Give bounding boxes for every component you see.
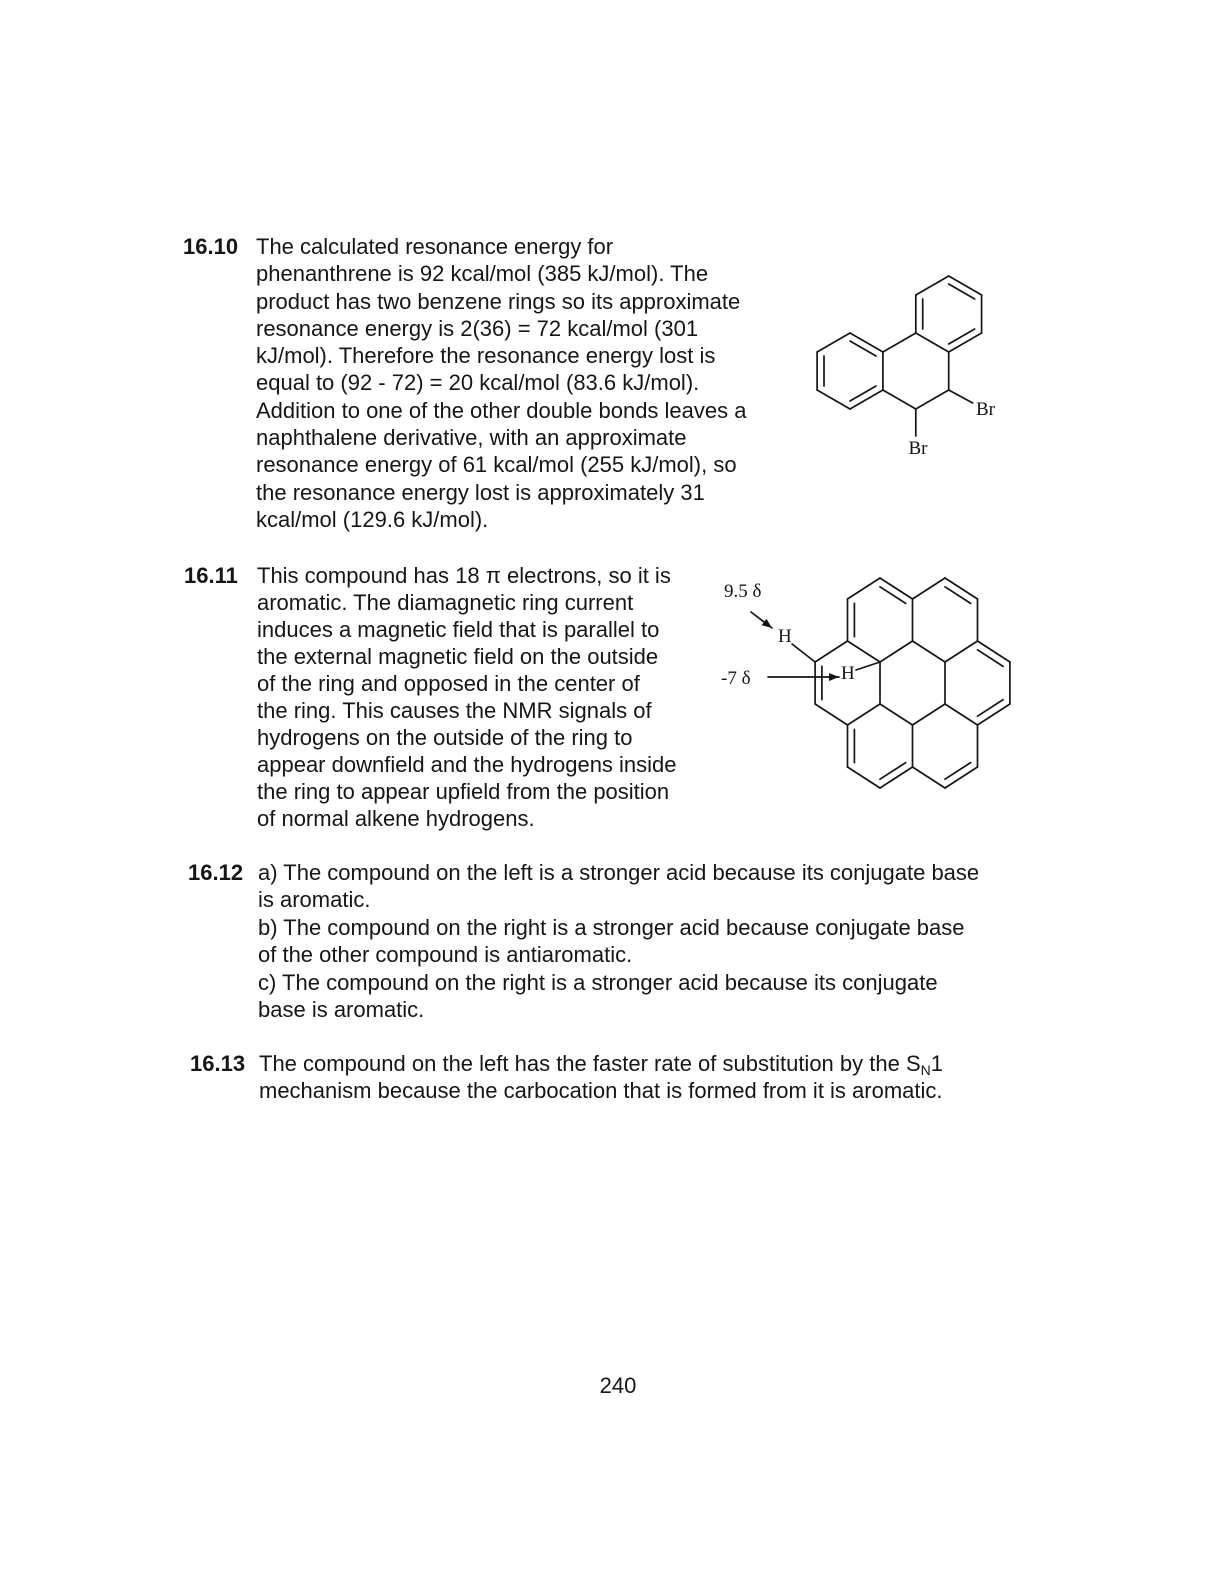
bond-line [817,390,850,409]
text-line: the ring. This causes the NMR signals of [257,697,652,723]
inner-bond-line [880,641,913,662]
text-line: product has two benzene rings so its approximate [256,288,741,314]
double-bond-line [880,587,906,604]
arrowhead [829,673,839,681]
text-line: hydrogens on the outside of the ring to [257,725,633,751]
bromine-label: Br [908,438,928,459]
text-line: equal to (92 - 72) = 20 kcal/mol (83.6 kJ/mol). [256,370,700,396]
inner-bond-line [913,641,946,662]
hydrogen-bond-line [856,662,880,670]
text-line: induces a magnetic field that is parallel to [257,616,660,642]
double-bond-line [978,700,1004,717]
chemical-shift-outer-label: 9.5 δ [724,581,762,602]
double-bond-line [945,587,971,604]
text-line: a) The compound on the left is a stronger acid because its conjugate base [258,859,980,885]
text-line: b) The compound on the right is a stronger acid because conjugate base [258,914,965,940]
problem-text [259,1050,943,1104]
text-line: the ring to appear upfield from the position [257,779,670,805]
double-bond-line [880,763,906,780]
bond-line [916,333,949,352]
text-line: base is aromatic. [258,997,425,1023]
double-bond-line [949,284,975,299]
problem-number: 16.13 [190,1050,246,1076]
double-bond-line [949,329,975,344]
text-line: appear downfield and the hydrogens inside [257,752,677,778]
text-line: of the other compound is antiaromatic. [258,942,633,968]
ring-bond-line [848,578,881,599]
inner-bond-line [945,704,978,725]
text-segment: 1 [930,1050,943,1076]
text-line: is aromatic. [258,887,371,913]
text-line: c) The compound on the right is a stronger acid because its conjugate [258,969,938,995]
double-bond-line [850,341,876,356]
page-number: 240 [599,1373,637,1398]
dibromodihydrophenanthrene-structure [800,260,1020,465]
hydrogen-bond-line [792,644,815,662]
inner-bond-line [880,704,913,725]
text-line: phenanthrene is 92 kcal/mol (385 kJ/mol). The [256,261,709,287]
problem-number: 16.12 [188,859,244,885]
text-line: of normal alkene hydrogens. [257,806,535,832]
ring-bond-line [880,767,913,788]
text-line: Addition to one of the other double bonds leaves a [256,397,747,423]
inner-bond-line [848,704,881,725]
inner-bond-line [848,641,881,662]
problem-text [256,233,746,533]
text-line: kJ/mol). Therefore the resonance energy lost is [256,343,716,369]
bond-line [817,333,850,352]
problem-number: 16.11 [184,562,238,588]
text-line: naphthalene derivative, with an approximate [256,425,687,451]
problem-number: 16.10 [183,234,239,259]
ring-bond-line [815,704,847,725]
text-line [259,1050,943,1077]
subscript-n: N [920,1061,931,1078]
inner-bond-line [945,641,978,662]
ring-bond-line [880,578,913,599]
bond-line [850,390,883,409]
ring-bond-line [848,767,881,788]
inner-bond-line [913,704,946,725]
bond-layer [751,578,1010,788]
ring-bond-line [945,767,978,788]
bond-line [883,333,916,352]
problem-text [258,859,979,1025]
text-line: This compound has 18 π electrons, so it is [257,562,671,588]
bond-line [916,276,949,295]
arrowhead [762,619,772,628]
text-line: the resonance energy lost is approximately 31 [256,479,705,505]
ring-bond-line [815,641,847,662]
ring-bond-line [913,578,946,599]
chemical-shift-inner-label: -7 δ [721,668,751,689]
ring-bond-line [978,641,1010,662]
bond-line [949,276,982,295]
double-bond-line [978,650,1004,667]
text-line: The calculated resonance energy for [256,234,614,259]
inner-hydrogen-label: H [841,663,855,684]
problem-text [257,562,677,833]
double-bond-line [945,763,971,780]
text-line: mechanism because the carbocation that is formed from it is aromatic. [259,1077,943,1103]
ring-bond-line [945,578,978,599]
ring-bond-line [978,704,1010,725]
bromine-label: Br [976,399,995,420]
bond-layer [817,276,982,436]
text-line: aromatic. The diamagnetic ring current [257,589,634,615]
text-segment: The compound on the left has the faster rate of substitution by the S [259,1050,921,1076]
text-line: resonance energy is 2(36) = 72 kcal/mol (301 [256,315,699,341]
substituent-bond [949,390,973,403]
bond-line [949,333,982,352]
text-line: of the ring and opposed in the center of [257,670,640,696]
bond-line [850,333,883,352]
text-line: kcal/mol (129.6 kJ/mol). [256,506,489,532]
outer-hydrogen-label: H [778,626,792,647]
bond-line [883,390,916,409]
text-line: the external magnetic field on the outside [257,643,659,669]
bond-line [916,390,949,409]
annulene-structure [712,565,1018,797]
text-line: resonance energy of 61 kcal/mol (255 kJ/mol), so [256,452,737,478]
ring-bond-line [913,767,946,788]
double-bond-line [850,386,876,401]
